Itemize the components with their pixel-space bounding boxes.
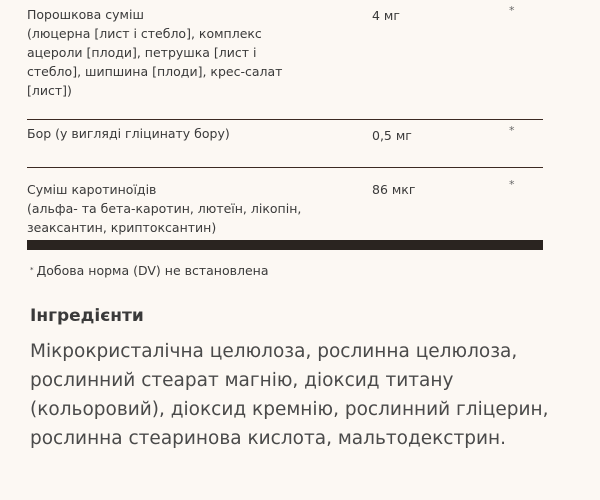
table-row: [27, 0, 543, 120]
table-row: [27, 168, 543, 240]
footnote-mark: *: [30, 266, 34, 274]
daily-value-mark: *: [509, 124, 515, 137]
ingredient-amount: 0,5 мг: [372, 128, 412, 143]
ingredients-heading: Інгредієнти: [30, 306, 144, 326]
supplement-facts-table: [27, 0, 543, 240]
ingredient-name: Порошкова суміш (люцерна [лист і стебло], комплекс ацероли [плоди], петрушка [лист і стебло], шипшина [плоди], крес-салат [лист]): [27, 7, 283, 98]
ingredient-name: Бор (у вигляді гліцинату бору): [27, 126, 230, 141]
ingredient-name: Суміш каротиноїдів (альфа- та бета-каротин, лютеїн, лікопін, зеаксантин, криптоксантин): [27, 182, 302, 235]
table-bottom-bar: [27, 240, 543, 250]
daily-value-mark: *: [509, 4, 515, 17]
table-row: [27, 120, 543, 168]
daily-value-mark: *: [509, 178, 515, 191]
ingredients-text: Мікрокристалічна целюлоза, рослинна целюлоза, рослинний стеарат магнію, діоксид титану (кольоровий), діоксид кремнію, рослинний гліцерин, рослинна стеаринова кислота, мальтодекстрин.: [30, 341, 549, 449]
footnote: [30, 263, 269, 279]
ingredient-amount: 86 мкг: [372, 182, 416, 197]
ingredient-amount: 4 мг: [372, 8, 400, 23]
footnote-text: Добова норма (DV) не встановлена: [36, 263, 269, 278]
